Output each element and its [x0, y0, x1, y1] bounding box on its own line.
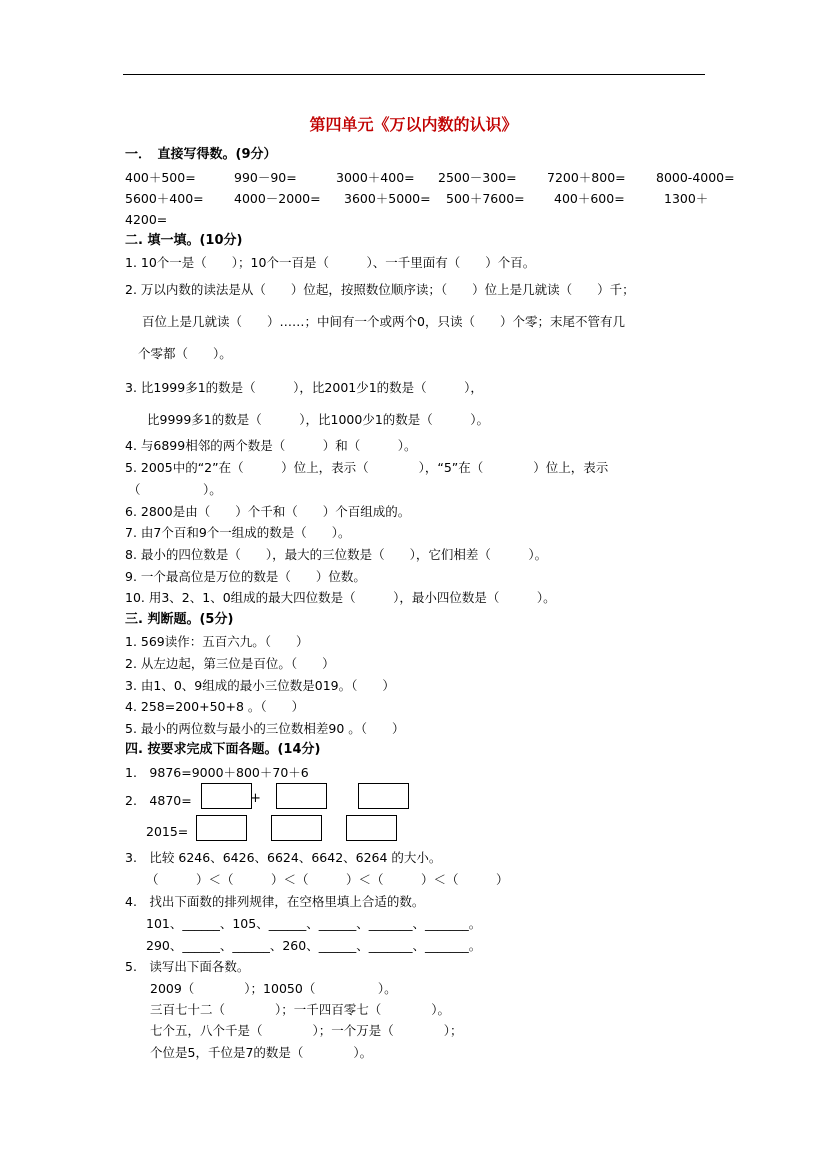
question: 1. 9876=9000＋800＋70＋6	[125, 765, 309, 780]
calc-item: 5600＋400=	[125, 191, 204, 206]
question: 5. 最小的两位数与最小的三位数相差90 。（ ）	[125, 721, 405, 736]
question: （ ）。	[128, 482, 222, 497]
answer-box[interactable]	[276, 783, 327, 809]
question: 4. 找出下面数的排列规律，在空格里填上合适的数。	[125, 894, 425, 909]
answer-box[interactable]	[346, 815, 397, 841]
answer-box[interactable]	[271, 815, 322, 841]
question: 290、______、______、260、______、_______、_______。	[146, 938, 482, 953]
calc-item: 7200＋800=	[547, 170, 626, 185]
section-4-heading: 四. 按要求完成下面各题。(14分)	[125, 742, 321, 757]
question: 2. 万以内数的读法是从（ ）位起，按照数位顺序读；（ ）位上是几就读（ ）千；	[125, 282, 635, 297]
question: 三百七十二（ ）；一千四百零七（ ）。	[150, 1002, 451, 1017]
header-rule	[123, 74, 705, 75]
calc-item: 1300＋	[664, 191, 709, 206]
question: 比9999多1的数是（ ），比1000少1的数是（ ）。	[147, 412, 490, 427]
question: 4. 与6899相邻的两个数是（ ）和（ ）。	[125, 438, 417, 453]
calc-item: 3000＋400=	[336, 170, 415, 185]
calc-item: 400＋500=	[125, 170, 196, 185]
answer-box[interactable]	[196, 815, 247, 841]
question: 2. 4870=	[125, 793, 192, 808]
question: 百位上是几就读（ ）……；中间有一个或两个0，只读（ ）个零；末尾不管有几	[142, 314, 625, 329]
question: 10. 用3、2、1、0组成的最大四位数是（ ），最小四位数是（ ）。	[125, 590, 556, 605]
calc-item: 2500－300=	[438, 170, 517, 185]
question: 七个五，八个千是（ ）；一个万是（ ）；	[150, 1023, 463, 1038]
calc-item: 8000-4000=	[656, 170, 735, 185]
calc-item: 4200=	[125, 212, 168, 227]
question: 2015=	[146, 824, 189, 839]
question: （ ）＜（ ）＜（ ）＜（ ）＜（ ）	[146, 872, 509, 887]
calc-item: 3600＋5000=	[344, 191, 431, 206]
question: 5. 读写出下面各数。	[125, 959, 250, 974]
question: 8. 最小的四位数是（ ），最大的三位数是（ ），它们相差（ ）。	[125, 547, 548, 562]
answer-box[interactable]	[358, 783, 409, 809]
calc-item: 500＋7600=	[446, 191, 525, 206]
section-1-heading: 一． 直接写得数。(9分）	[125, 147, 277, 162]
question: 个位是5，千位是7的数是（ ）。	[150, 1045, 373, 1060]
question: 101、______、105、______、______、_______、_______。	[146, 916, 482, 931]
question: 1. 10个一是（ ）；10个一百是（ ）、一千里面有（ ）个百。	[125, 255, 536, 270]
question: 3. 比较 6246、6426、6624、6642、6264 的大小。	[125, 850, 442, 865]
calc-item: 990－90=	[234, 170, 297, 185]
question: 1. 569读作：五百六九。（ ）	[125, 634, 309, 649]
question: 3. 由1、0、9组成的最小三位数是019。（ ）	[125, 678, 395, 693]
question: 个零都（ ）。	[138, 346, 232, 361]
question: 2. 从左边起，第三位是百位。（ ）	[125, 656, 335, 671]
section-3-heading: 三. 判断题。(5分)	[125, 612, 234, 627]
plus-sign: +	[250, 791, 261, 806]
calc-item: 4000－2000=	[234, 191, 321, 206]
question: 2009（ ）；10050（ ）。	[150, 981, 397, 996]
section-2-heading: 二. 填一填。(10分)	[125, 233, 243, 248]
answer-box[interactable]	[201, 783, 252, 809]
question: 3. 比1999多1的数是（ ），比2001少1的数是（ ），	[125, 380, 483, 395]
question: 7. 由7个百和9个一组成的数是（ ）。	[125, 525, 351, 540]
question: 5. 2005中的“2”在（ ）位上，表示（ ），“5”在（ ）位上，表示	[125, 460, 609, 475]
question: 6. 2800是由（ ）个千和（ ）个百组成的。	[125, 504, 411, 519]
page-title: 第四单元《万以内数的认识》	[309, 115, 518, 134]
question: 9. 一个最高位是万位的数是（ ）位数。	[125, 569, 366, 584]
question: 4. 258=200+50+8 。（ ）	[125, 699, 305, 714]
calc-item: 400＋600=	[554, 191, 625, 206]
